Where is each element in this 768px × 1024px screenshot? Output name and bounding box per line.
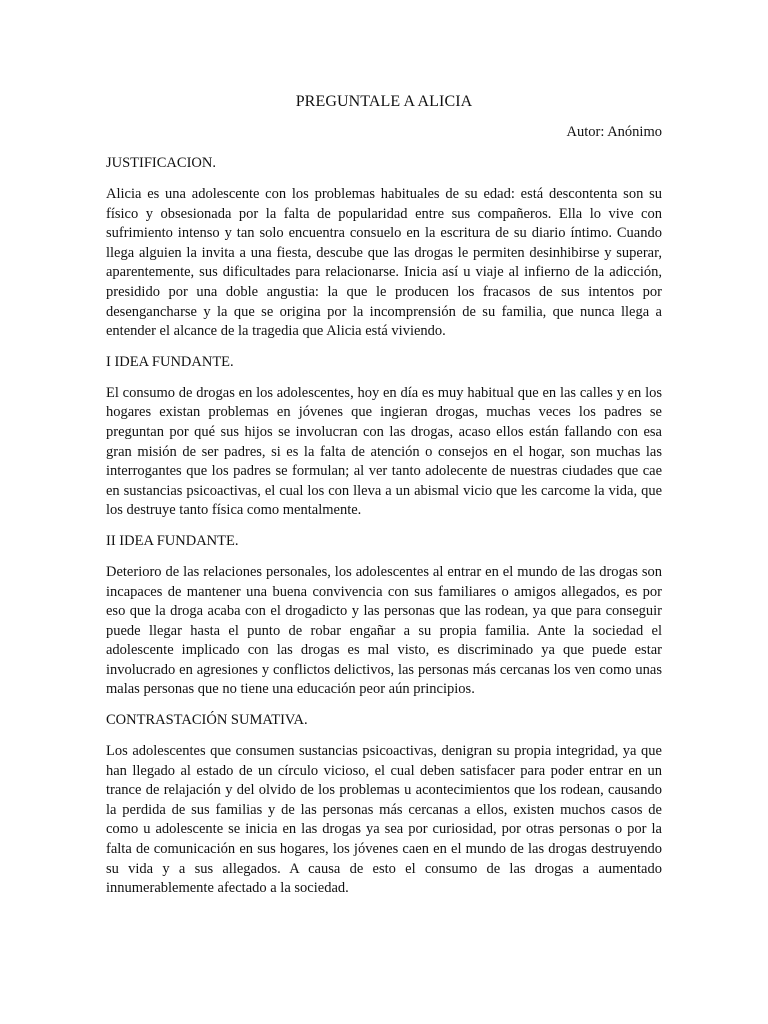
section-heading-contrastacion: CONTRASTACIÓN SUMATIVA. [106,712,308,729]
document-page [106,92,662,910]
document-title: PREGUNTALE A ALICIA [295,93,473,110]
section-heading-idea-fundante-2: II IDEA FUNDANTE. [106,532,239,549]
document-author: Autor: Anónimo [566,124,662,140]
section-body-justificacion: Alicia es una adolescente con los problemas habituales de su edad: está descontenta son su físico y obsesionada por la falta de popularidad entre sus compañeros. Ella lo vive con sufrimiento intenso y tan solo encuentra consuelo en la escritura de su diario íntimo. Cuando llega alguien la invita a una fiesta, descube que las drogas le permiten desinhibirse y superar, aparentemente, sus dificultades para relacionarse. Inicia así u viaje al infierno de la adicción, presidido por una doble angustia: la que le producen los fracasos de sus intentos por desengancharse y la que se origina por la incomprensión de su familia, que nunca llega a entender el alcance de la tragedia que Alicia está viviendo. [106,186,662,340]
section-body-idea-fundante-1: El consumo de drogas en los adolescentes, hoy en día es muy habitual que en las calles y en los hogares existan problemas en jóvenes que ingieran drogas, muchas veces los padres se preguntan por qué sus hijos se involucran con las drogas, acaso ellos están fallando con esa gran misión de ser padres, si es la falta de atención o consejos en el hogar, son muchas las interrogantes que los padres se formulan; al ver tanto adolecente de nuestras ciudades que cae en sustancias psicoactivas, el cual los con lleva a un abismal vicio que les carcome la vida, que los destruye tanto física como mentalmente. [106,384,662,519]
section-heading-justificacion: JUSTIFICACION. [106,155,216,171]
section-body-contrastacion: Los adolescentes que consumen sustancias psicoactivas, denigran su propia integridad, ya que han llegado al estado de un círculo vicioso, el cual deben satisfacer para poder entrar en un trance de relajación y del olvido de los problemas u acontecimientos que los rodean, causando la perdida de sus familias y de las personas más cercanas a ellos, existen muchos casos de como u adolescente se inicia en las drogas ya sea por curiosidad, por otras personas o por la falta de comunicación en sus hogares, los jóvenes caen en el mundo de las drogas destruyendo su vida y a sus allegados. A causa de esto el consumo de las drogas a aumentado innumerablemente afectado a la sociedad. [106,743,662,897]
section-body-idea-fundante-2: Deterioro de las relaciones personales, los adolescentes al entrar en el mundo de las drogas son incapaces de mantener una buena convivencia con sus familiares o amigos allegados, es por eso que la droga acaba con el drogadicto y las personas que las rodean, ya que para conseguir puede llegar hasta el punto de robar engañar a su propia familia. Ante la sociedad el adolescente implicado con las drogas es mal visto, es discriminado ya que puede estar involucrado en agresiones y conflictos delictivos, las personas más cercanas los ven como unas malas personas que no tiene una educación peor aún principios. [106,563,662,698]
section-heading-idea-fundante-1: I IDEA FUNDANTE. [106,353,234,370]
